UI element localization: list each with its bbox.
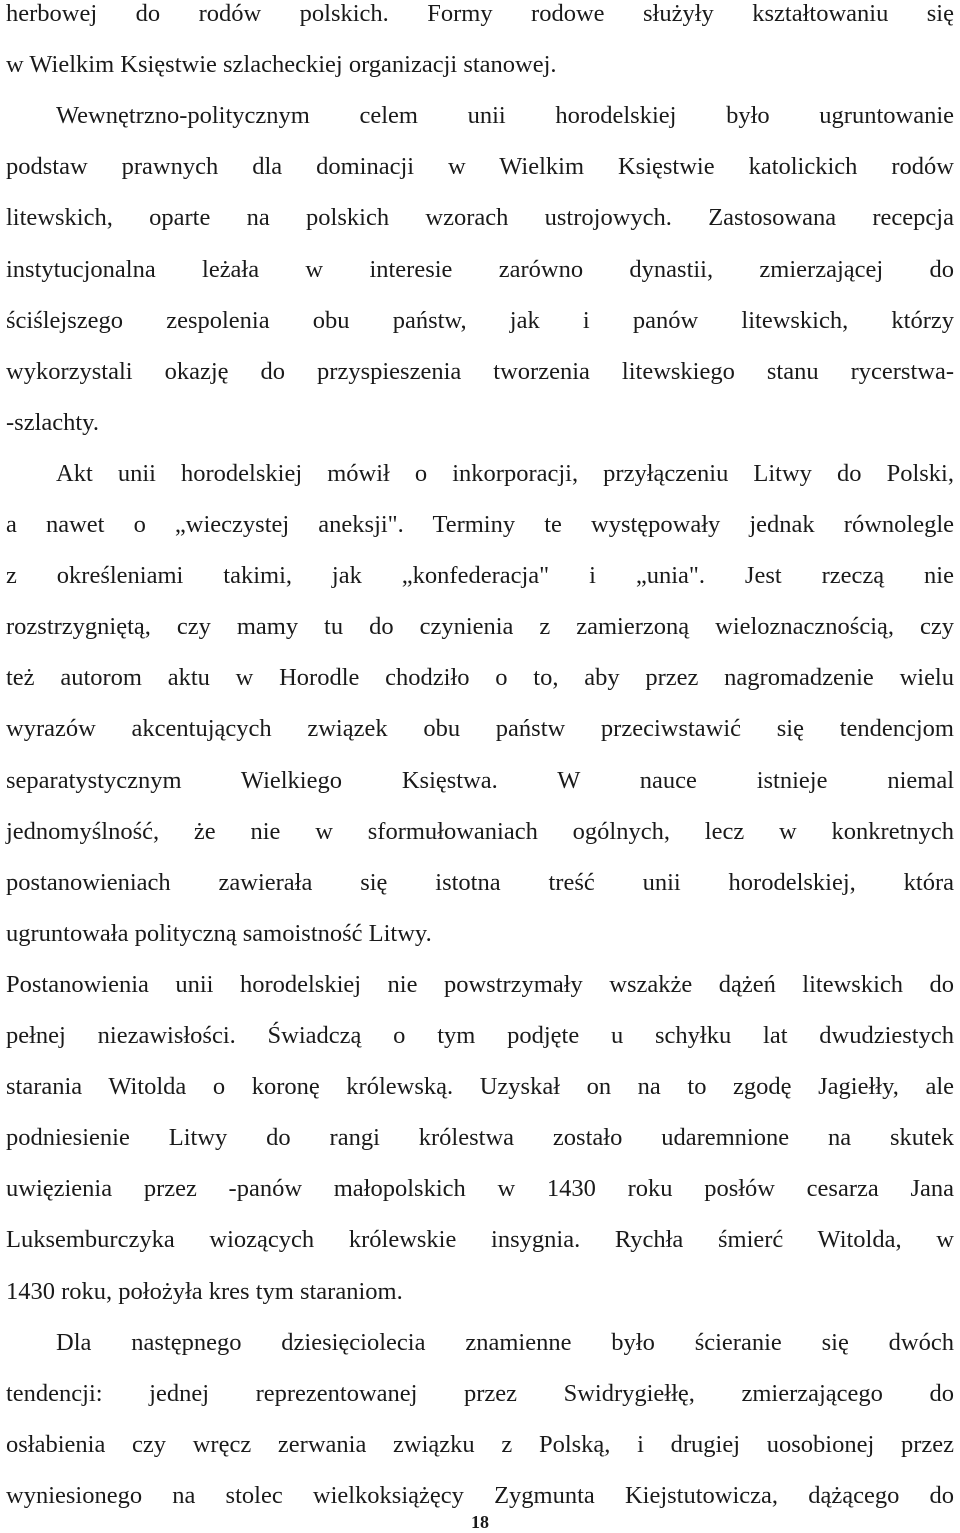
text-line: Luksemburczyka wiozących królewskie insygnia. Rychła śmierć Witolda, w: [6, 1226, 954, 1254]
text-line: tendencji: jednej reprezentowanej przez Swidrygiełłę, zmierzającego do: [6, 1379, 954, 1407]
text-line: starania Witolda o koronę królewską. Uzyskał on na to zgodę Jagiełły, ale: [6, 1073, 954, 1101]
text-line: separatystycznym Wielkiego Księstwa. W nauce istnieje niemal: [6, 766, 954, 794]
text-line: wyrazów akcentujących związek obu państw przeciwstawić się tendencjom: [6, 715, 954, 743]
text-line: w Wielkim Księstwie szlacheckiej organizacji stanowej.: [6, 51, 557, 79]
text-line: instytucjonalna leżała w interesie zarówno dynastii, zmierzającej do: [6, 255, 954, 283]
text-line: jednomyślność, że nie w sformułowaniach ogólnych, lecz w konkretnych: [6, 817, 954, 845]
text-line: litewskich, oparte na polskich wzorach ustrojowych. Zastosowana recepcja: [6, 204, 954, 232]
text-line: ugruntowała polityczną samoistność Litwy.: [6, 919, 432, 947]
text-line: z określeniami takimi, jak „konfederacja" i „unia". Jest rzeczą nie: [6, 562, 954, 590]
text-line: a nawet o „wieczystej aneksji". Terminy te występowały jednak równolegle: [6, 511, 954, 538]
text-line: wyniesionego na stolec wielkoksiążęcy Zygmunta Kiejstutowicza, dążącego do: [6, 1481, 954, 1509]
text-line: podniesienie Litwy do rangi królestwa zostało udaremnione na skutek: [6, 1124, 954, 1152]
text-line: herbowej do rodów polskich. Formy rodowe służyły kształtowaniu się: [6, 0, 954, 27]
text-line: też autorom aktu w Horodle chodziło o to, aby przez nagromadzenie wielu: [6, 664, 954, 692]
text-line: Dla następnego dziesięciolecia znamienne było ścieranie się dwóch: [56, 1328, 954, 1356]
text-line: 1430 roku, położyła kres tym staraniom.: [6, 1277, 403, 1305]
text-line: postanowieniach zawierała się istotna treść unii horodelskiej, która: [6, 868, 954, 896]
text-line: pełnej niezawisłości. Świadczą o tym podjęte u schyłku lat dwudziestych: [6, 1022, 954, 1049]
text-line: podstaw prawnych dla dominacji w Wielkim Księstwie katolickich rodów: [6, 153, 954, 181]
text-line: Akt unii horodelskiej mówił o inkorporacji, przyłączeniu Litwy do Polski,: [56, 459, 954, 487]
text-line: -szlachty.: [6, 408, 99, 436]
text-line: rozstrzygniętą, czy mamy tu do czynienia z zamierzoną wieloznacznością, czy: [6, 613, 954, 641]
page-number: 18: [471, 1512, 489, 1532]
text-line: uwięzienia przez -panów małopolskich w 1430 roku posłów cesarza Jana: [6, 1175, 954, 1203]
text-line: Wewnętrzno-politycznym celem unii horodelskiej było ugruntowanie: [56, 102, 954, 130]
text-line: ściślejszego zespolenia obu państw, jak i panów litewskich, którzy: [6, 306, 954, 334]
text-line: wykorzystali okazję do przyspieszenia tworzenia litewskiego stanu rycerstwa-: [6, 357, 954, 385]
text-line: osłabienia czy wręcz zerwania związku z Polską, i drugiej uosobionej przez: [6, 1430, 954, 1458]
text-line: Postanowienia unii horodelskiej nie powstrzymały wszakże dążeń litewskich do: [6, 970, 954, 998]
